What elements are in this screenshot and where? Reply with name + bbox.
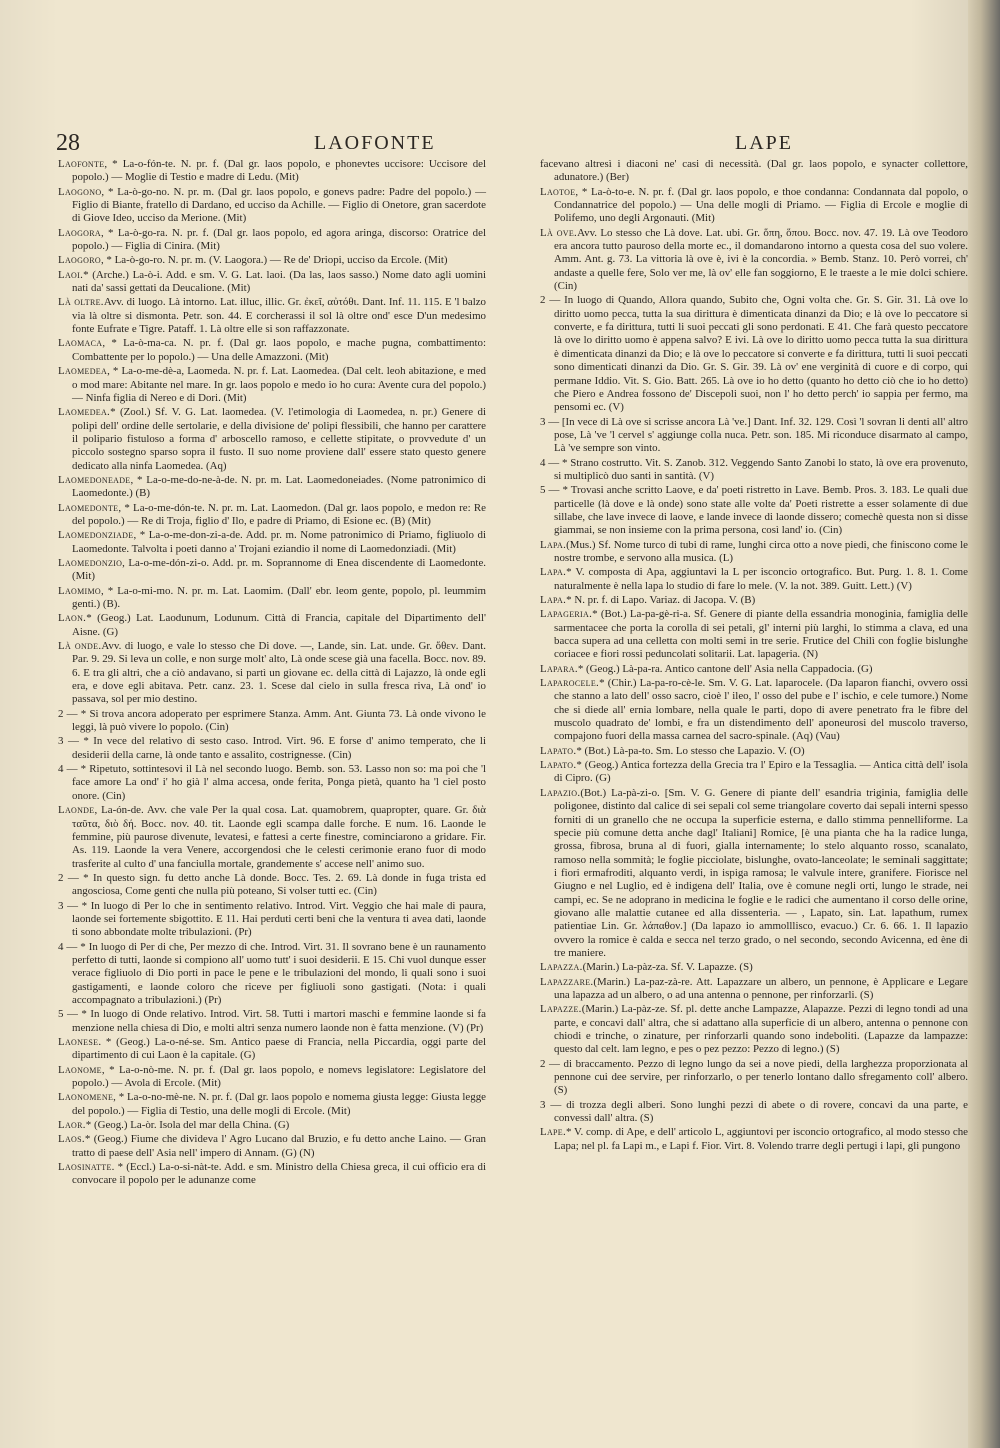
entry-text: 4 — * Strano costrutto. Vit. S. Zanob. 312. Veggendo Santo Zanobi lo stato, là ove era provenuto, si multiplicò duo santi in santità. (V) — [540, 456, 968, 482]
entry-headword: Lapazzare. — [540, 975, 594, 988]
entry-headword: Laosinatte — [58, 1161, 112, 1174]
entry-text: * (Geog.) Lat. Laodunum, Lodunum. Città di Francia, capitale del Dipartimento dell' Aisne. (G) — [72, 612, 486, 638]
entry-text: Avv. di luogo, e vale lo stesso che Di dove. —, Lande, sin. Lat. unde. Gr. ὅθεν. Dant. Par. 9. 29. Si leva un colle, e non surge molt' alto, Là onde scese già una facella. Bocc. nov. 89. 6. E tra gli altri, che a ciò andavano, si partì un giovane ec. della città di Lajazzo, là onde egli era, e dove egli abitava. Petr. canz. 23. 1. Scese dal cielo in sulla fresca riva, Là ond' io passava, sol per mio destino. — [72, 640, 486, 706]
entry-text: * (Geog.) Antica fortezza della Grecia tra l' Epiro e la Tessaglia. — Antica città dell' isola di Cipro. (G) — [554, 759, 968, 785]
entry-text: 5 — * In luogo di Onde relativo. Introd. Virt. 58. Tutti i martori maschi e femmine laonde si fa menzione nella chiesa di Dio, e molti altri senza numero laonde non è fatta menzione. (V) (Pr) — [58, 1008, 486, 1034]
dictionary-entry — [540, 227, 968, 294]
dictionary-entry — [58, 708, 486, 735]
dictionary-entry — [540, 745, 968, 758]
entry-text: 2 — * In questo sign. fu detto anche Là donde. Bocc. Tes. 2. 69. Là donde in fuga trista ed angosciosa, Come genti che nulla più poteano, Si volser tutti ec. (Cin) — [58, 871, 486, 898]
dictionary-entry — [58, 474, 486, 501]
dictionary-entry — [58, 365, 486, 405]
entry-headword: Lapato. — [540, 759, 577, 772]
dictionary-entry — [540, 158, 968, 185]
entry-text: , La-o-me-dón-zi-o. Add. pr. m. Soprannome di Enea discendente di Laomedonte. (Mit) — [72, 556, 486, 583]
entry-text: (Marin.) La-paz-zà-re. Att. Lapazzare un albero, un pennone, è Applicare e Legare una lapazza ad un albero, o ad una antenna o pennone, per rinforzarli. (S) — [554, 975, 968, 1001]
entry-headword: Laogoro — [58, 254, 101, 267]
right-column-heading: LAPE — [735, 132, 793, 154]
entry-text: , * La-o-me-dón-te. N. pr. m. Lat. Laomedon. (Dal gr. laos popolo, e medon re: Re del popolo.) — Re di Troja, figlio d' Ilo, e padre di Priamo, di Esione ec. (B) (Mit) — [72, 501, 486, 527]
entry-text: (Mus.) Sf. Nome turco di tubi di rame, lunghi circa otto a nove piedi, che finiscono come le nostre trombe, e servono alla musica. (L) — [554, 538, 968, 564]
dictionary-entry — [58, 254, 486, 267]
entry-text: * V. comp. di Ape, e dell' articolo L, aggiuntovi per isconcio ortografico, al modo stesso che Lapa; nel pl. fa Lapi m., e Lapi f. Fior. Virt. 8. Volendo trarre degli pertugi i lapi, gli pungono — [554, 1126, 968, 1152]
entry-text: 5 — * Trovasi anche scritto Laove, e da' poeti ristretto in Lave. Bemb. Pros. 3. 183. Le quali due particelle (là dove e là onde) sono state alle volte da' Poeti ristrette a esser solamente di due sillabe, che lave invece di laove, e lande invece di laonde dissero; comechè questa non si disse giammai, se non insieme con la prima persona, così land' io. (Cin) — [540, 484, 968, 537]
entry-text: . * (Eccl.) La-o-si-nàt-te. Add. e sm. Ministro della Chiesa greca, il cui officio era di convocare il popolo per le adunanze come — [72, 1161, 486, 1187]
dictionary-entry — [58, 529, 486, 556]
entry-headword: Lapara. — [540, 662, 578, 675]
entry-headword: Lapageria. — [540, 608, 593, 621]
entry-text: * (Chir.) La-pa-ro-cè-le. Sm. V. G. Lat. laparocele. (Da laparon fianchi, ovvero ossi che stanno a lato dell' osso sacro, cioè l' ileo, l' osso del pube e l' ischio, e cele tumore.) Nome che si diede all' ernia lombare, nella quale le parti, dopo di avere penetrato fra le fibre del muscolo quadrato de' lombi, e fra un distendimento dell' aponeurosi del muscolo traverso, compajono fuori della massa carnea del sacro-spinale. (Aq) (Vau) — [554, 677, 968, 743]
dictionary-entry — [540, 1126, 968, 1153]
entry-headword: Là oltre. — [58, 296, 104, 309]
dictionary-entry — [58, 900, 486, 940]
entry-headword: Lapazio. — [540, 786, 581, 799]
dictionary-entry — [540, 759, 968, 786]
dictionary-entry — [58, 227, 486, 254]
dictionary-entry — [540, 787, 968, 960]
dictionary-entry — [58, 1119, 486, 1132]
entry-headword: Lape. — [540, 1126, 566, 1139]
dictionary-entry — [58, 296, 486, 336]
entry-text: , * La-ò-go-no. N. pr. m. (Dal gr. laos popolo, e gonevs padre: Padre del popolo.) — Figlio di Biante, fratello di Dardano, ed ucciso da Achille. — Figlio di Onetore, gran sacerdote di Giove Ideo, ucciso da Merione. (Mit) — [72, 185, 486, 225]
entry-text: 3 — di trozza degli alberi. Sono lunghi pezzi di abete o di rovere, concavi da una parte, e convessi dall' altra. (S) — [540, 1098, 968, 1125]
dictionary-entry — [58, 763, 486, 803]
dictionary-entry — [540, 1058, 968, 1098]
dictionary-entry — [58, 872, 486, 899]
dictionary-entry — [540, 186, 968, 226]
entry-text: 2 — * Si trova ancora adoperato per esprimere Stanza. Amm. Ant. Giunta 73. Là onde vivono le leggi, là può vivere lo popolo. (Cin) — [58, 707, 486, 734]
dictionary-entry — [58, 1091, 486, 1118]
entry-text: . * (Geog.) La-o-né-se. Sm. Antico paese di Francia, nella Piccardia, oggi parte del dipartimento di cui Laon è la capitale. (G) — [72, 1036, 486, 1062]
entry-headword: Laomedonziade — [58, 529, 134, 542]
entry-text: , * La-ò-go-ro. N. pr. m. (V. Laogora.) — Re de' Driopi, ucciso da Ercole. (Mit) — [100, 254, 448, 267]
entry-text: 3 — [In vece di Là ove si scrisse ancora Là 've.] Dant. Inf. 32. 129. Così 'l sovran li denti all' altro pose, Là 've 'l cervel s' aggiunge colla nuca. Petr. son. 185. Mi riconduce disarmato al campo, Là 've sempre son vinto. — [540, 415, 968, 455]
entry-text: , * La-ò-ma-ca. N. pr. f. (Dal gr. laos popolo, e mache pugna, combattimento: Combattente per lo popolo.) — Una delle Amazzoni. (Mit) — [72, 337, 486, 363]
dictionary-entry — [58, 1161, 486, 1188]
entry-text: , * La-ò-to-e. N. pr. f. (Dal gr. laos popolo, e thoe condanna: Condannata dal popolo, o Condannatrice del popolo.) — Una delle mogli di Priamo. — Figlia di Ercole e moglie di Polifemo, uno degli Argonauti. (Mit) — [554, 185, 968, 225]
dictionary-entry — [58, 585, 486, 612]
dictionary-entry — [58, 640, 486, 707]
entry-text: (Marin.) La-pàz-za. Sf. V. Lapazze. (S) — [582, 961, 753, 974]
entry-headword: Laon. — [58, 612, 87, 625]
entry-headword: Laomedoneade — [58, 473, 131, 486]
dictionary-entry — [58, 502, 486, 529]
dictionary-entry — [58, 406, 486, 473]
dictionary-entry — [58, 1008, 486, 1035]
entry-headword: Laomaca — [58, 337, 103, 350]
entry-text: * (Geog.) Là-pa-ra. Antico cantone dell' Asia nella Cappadocia. (G) — [577, 662, 873, 675]
entry-text: , * La-o-me-don-zi-a-de. Add. pr. m. Nome patronimico di Priamo, figliuolo di Laomedonte. Talvolta i poeti danno a' Trojani eziandio il nome di Laomedonziadi. (Mit) — [72, 529, 486, 555]
dictionary-entry — [540, 1003, 968, 1056]
entry-text: , * La-ò-go-ra. N. pr. f. (Dal gr. laos popolo, ed agora aringa, discorso: Oratrice del popolo.) — Figlia di Cinira. (Mit) — [72, 226, 486, 253]
dictionary-entry — [540, 566, 968, 593]
dictionary-entry — [58, 735, 486, 762]
dictionary-entry — [540, 1099, 968, 1126]
entry-text: 4 — * In luogo di Per di che, Per mezzo di che. Introd. Virt. 31. Il sovrano bene è un raunamento perfetto di tutti, laonde si compiono all' uomo tutt' i suoi desiderii. E 15. Chi vuol dunque esser verace figliuolo di Dio porti in pace le pene e le tribulazioni del mondo, li quali sono i suoi gastigamenti, e laonde coloro che riceve per figliuoli sono gastigati. (Nota: i quali accompagnato a tribulazioni.) (Pr) — [58, 940, 486, 1006]
dictionary-entry — [540, 457, 968, 484]
entry-text: * V. composta di Apa, aggiuntavi la L per isconcio ortografico. But. Purg. 1. 8. 1. Come naturalmente è nella lapa lo studio di fare lo mele. (V. la not. 389. Guitt. Lett.) (V) — [554, 566, 968, 592]
entry-headword: Lapa. — [540, 566, 567, 579]
page-number: 28 — [56, 130, 80, 156]
left-column-heading: LAOFONTE — [314, 132, 436, 154]
entry-headword: Laomedonzio — [58, 556, 123, 569]
entry-text: , * La-o-no-mè-ne. N. pr. f. (Dal gr. laos popolo e nomema giusta legge: Giusta legge del popolo.) — Figlia di Testio, una delle mogli di Ercole. (Mit) — [72, 1091, 486, 1117]
entry-headword: Lapazza. — [540, 961, 583, 974]
dictionary-entry — [58, 269, 486, 296]
dictionary-entry — [58, 612, 486, 639]
entry-text: 2 — di braccamento. Pezzo di legno lungo da sei a nove piedi, della larghezza proporzionata al pennone cui dee servire, per rinforzarlo, o per tenerlo lontano dallo sfregamento coll' albero. (S) — [540, 1057, 968, 1097]
dictionary-entry — [540, 594, 968, 607]
entry-headword: Laofonte — [58, 158, 105, 170]
dictionary-entry — [540, 294, 968, 414]
entry-headword: Laos. — [58, 1133, 85, 1146]
dictionary-entry — [58, 158, 486, 185]
entry-text: Avv. Lo stesso che Là dove. Lat. ubi. Gr. ὅπη, ὅπου. Bocc. nov. 47. 19. Là ove Teodoro era ancora tutto pauroso della morte ec., il domandarono intorno a questa cosa del suo volere. Amm. Ant. g. 73. La vittoria là ove è, ivi è la concordia. » Bemb. Stanz. 10. Però vorrei, ch' andaste a quelle fere, Solo ver me, là ov' elle fan soggiorno, E le traeste a le mie dolci schiere. (Cin) — [554, 226, 968, 293]
entry-text: * N. pr. f. di Lapo. Variaz. di Jacopa. V. (B) — [566, 594, 756, 606]
entry-headword: Laomedea — [58, 365, 108, 378]
dictionary-entry — [58, 1036, 486, 1063]
entry-headword: Laonomene — [58, 1091, 114, 1104]
entry-headword: Laogora — [58, 226, 101, 239]
entry-headword: Laonde — [58, 804, 95, 817]
dictionary-entry — [58, 804, 486, 871]
entry-text: , * La-o-nò-me. N. pr. f. (Dal gr. laos popolo, e nomevs legislatore: Legislatore del popolo.) — Avola di Ercole. (Mit) — [72, 1063, 486, 1090]
dictionary-entry — [58, 1133, 486, 1160]
entry-headword: Laogono — [58, 185, 102, 198]
book-page-edge — [968, 0, 1000, 1448]
dictionary-entry — [58, 941, 486, 1008]
dictionary-entry — [58, 557, 486, 584]
entry-headword: Lapa. — [540, 538, 567, 551]
dictionary-entry — [540, 539, 968, 566]
dictionary-entry — [58, 1064, 486, 1091]
right-column — [540, 158, 968, 1154]
entry-text: , * La-o-fón-te. N. pr. f. (Dal gr. laos popolo, e phonevtes uccisore: Uccisore del popolo.) — Moglie di Testio e madre di Ledu. (Mit) — [72, 158, 486, 184]
entry-text: * (Arche.) La-ò-i. Add. e sm. V. G. Lat. laoi. (Da las, laos sasso.) Nome dato agli uomini nati da' sassi gettati da Deucalione. (Mit) — [72, 268, 486, 295]
entry-headword: Laotoe — [540, 185, 576, 198]
entry-text: , La-ón-de. Avv. che vale Per la qual cosa. Lat. quamobrem, quapropter, quare. Gr. διὰ ταῦτα, διὸ δή. Bocc. nov. 40. tit. Laonde egli scampa dalle forche. E num. 16. Laonde le femmine, più paurose divenute, levatesi, e fattesi a certe finestre, cominciarono a gridare. Fir. As. 119. Laonde la vera Venere, accorgendosi che le celesti cerimonie erano fuor di modo trasferite al culto d' una fanciulla mortale, grandemente s' accese nell' animo suo. — [72, 804, 486, 870]
dictionary-entry — [540, 677, 968, 744]
entry-text: * (Zool.) Sf. V. G. Lat. laomedea. (V. l'etimologia di Laomedea, n. pr.) Genere di polipi dell' ordine delle sertolarie, e della divisione de' polipi flessibili, che hanno per carattere il polipario fistuloso a forma d' arboscello ramoso, e cellette stipitate, o provvedute d' un piccolo sostegno sparso sopra il fusto. Il suo nome proviene dall' essere stato questo genere dedicato alla ninfa Laomedea. (Aq) — [72, 406, 486, 472]
dictionary-entry — [540, 976, 968, 1003]
entry-headword: Là onde. — [58, 640, 102, 653]
entry-headword: Laoi. — [58, 268, 84, 281]
dictionary-entry — [540, 416, 968, 456]
entry-headword: Lapato. — [540, 744, 577, 757]
entry-headword: Laonese — [58, 1036, 99, 1048]
entry-headword: Laparocele. — [540, 677, 600, 690]
entry-text: * (Geog.) Fiume che divideva l' Agro Lucano dal Bruzio, e fu detto anche Laino. — Gran tratto di paese dell' Asia nell' impero di Annam. (G) (N) — [72, 1133, 486, 1159]
entry-headword: Laomedonte — [58, 501, 119, 514]
entry-text: 3 — * In vece del relativo di sesto caso. Introd. Virt. 96. E forse d' animo temperato, che li desiderii della carne, là onde tanto e assalito, costrignesse. (Cin) — [58, 735, 486, 761]
dictionary-entry — [540, 663, 968, 676]
entry-text: 2 — In luogo di Quando, Allora quando, Subito che, Ogni volta che. Gr. S. Gir. 31. Là ove lo diritto uomo pecca, tutta la sua dirittura è dimenticata dinanzi da Dio; e là ove lo peccatore si converte, e fa dirittura, tutti li suoi peccati gli sono perdonati. E 41. Che farà questo peccatore là ove lo diritto uomo è appena salvo? E ivi. Là ove lo diritto uomo pecca tutta la sua dirittura è dimenticata dinanzi da Dio; e là ove lo peccatore si converte e fa dirittura, tutti li suoi peccati sono dimenticati dinanzi da Dio. Gr. S. Gir. 39. Là ov' ene verginità di cuore e di corpo, qui permane Iddio. Vit. S. Gio. Batt. 265. Là ove io ho detto (quanto ho detto ciò che io ho detto) che Piero e Andrea fossono de' Discepoli suoi, non l' ho detto perch' io sappia per fermo, ma pensomi ec. (V) — [540, 294, 968, 414]
entry-headword: Lapazze. — [540, 1003, 582, 1016]
entry-text: (Marin.) La-pàz-ze. Sf. pl. dette anche Lampazze, Alapazze. Pezzi di legno tondi ad una parte, e concavi dall' altra, che si adattano alla superficie di un albero, antenna o pennone con chiodi e trinche, o zinature, per rinforzarli quando sono indeboliti. (Lapazze da lampazze: questo dal celt. lam legno, e pes o pez pezzo: Pezzo di legno.) (S) — [554, 1003, 968, 1056]
entry-headword: Laomedea. — [58, 406, 111, 419]
running-head — [0, 130, 968, 160]
entry-headword: Lapa. — [540, 594, 567, 606]
entry-headword: Laomimo — [58, 584, 101, 597]
dictionary-entry — [58, 337, 486, 364]
entry-headword: Laonome — [58, 1063, 102, 1076]
dictionary-entry — [540, 484, 968, 537]
dictionary-entry — [58, 186, 486, 226]
entry-text: , * La-o-mi-mo. N. pr. m. Lat. Laomim. (Dall' ebr. leom gente, popolo, pl. leummim genti.) (B). — [72, 584, 486, 610]
entry-text: Avv. di luogo. Là intorno. Lat. illuc, illic. Gr. ἐκεῖ, αὐτόθι. Dant. Inf. 11. 115. E 'l balzo via là oltre si dismonta. Petr. son. 44. E corcherassi il sol là oltre ond' esce D'un medesimo fonte Eufrate e Tigre. Pataff. 1. Là oltre elle si son raffazzonate. — [72, 296, 486, 336]
entry-text: * (Bot.) La-pa-gè-ri-a. Sf. Genere di piante della essandria monoginia, famiglia delle sarmentacee che porta la corolla di sei petali, gl' interni più larghi, lo stimma a clava, ed una bacca supera ad una celletta con molti semi in tre serie. Frutice del Chilì con foglie bislunghe coriacee e fiori rossi peduncolati solitarii. Lat. lapageria. (N) — [554, 608, 968, 661]
left-column — [58, 158, 486, 1189]
entry-text: * (Geog.) La-òr. Isola del mar della China. (G) — [85, 1119, 290, 1132]
dictionary-entry — [540, 608, 968, 661]
entry-text: (Bot.) La-pà-zi-o. [Sm. V. G. Genere di piante dell' esandria triginia, famiglia delle poligonee, distinto dal calice di sei sepali col seme triangolare coverto dai sepali interni spesso forniti di un granello che ne occupa la superficie esterna, e dallo stimma pennelliforme. La specie più comune detta anche dagl' Italiani] Romice, [è una pianta che ha la radice lunga, grossa, fibrosa, bruna al di fuori, gialla internamente; lo stelo alquanto rosso, scanalato, ramoso nella sommità; le foglie picciolate, bislunghe, ovato-lanceolate; le seminali saggittate; i fiori ermafroditi, alquanto verdi, in ispiga ramosa; le valvule intere, granifere. Fiorisce nel Giugno e nel Luglio, ed è indigena dell' Italia, ove è comune negli orti, lungo le strade, nei campi, ec. Se ne adoprano in medicina le foglie e le radici che aumentano il corso delle orine, giovano alle malattie cutanee ed alla dissenteria. — , Lapato, sin. Lat. lapathum, rumex patientiae Lin. Gr. λάπαθον.] (Da lapazo io ammolllisco, evacuo.) Cr. 6. 66. 1. Il lapazio ovvero la romice è calda e secca nel terzo grado, o nel secondo, secondo Avicenna, ed ène di tre maniere. — [554, 786, 968, 959]
entry-text: 3 — * In luogo di Per lo che in sentimento relativo. Introd. Virt. Veggio che hai male di paura, laonde sei fortemente sbigottito. E 11. Hai perduti certi beni che la ventura ti avea dati, laonde ti sono abbondate molte tribulazioni. (Pr) — [58, 899, 486, 939]
entry-text: 4 — * Ripetuto, sottintesovi il Là nel secondo luogo. Bemb. son. 53. Lasso non so: ma poi che 'l face amore La ond' i' ho già l' alma accesa, onde ferita, Ponga pietà, quanto ha 'l ciel posto onore. (Cin) — [58, 763, 486, 802]
entry-text: facevano altresì i diaconi ne' casi di necessità. (Dal gr. laos popolo, e synacter collettore, adunatore.) (Ber) — [540, 158, 968, 184]
entry-text: , * La-o-me-do-ne-à-de. N. pr. m. Lat. Laomedoneiades. (Nome patronimico di Laomedonte.) (B) — [72, 473, 486, 500]
entry-text: * (Bot.) Là-pa-to. Sm. Lo stesso che Lapazio. V. (O) — [576, 744, 805, 757]
dictionary-entry — [540, 961, 968, 974]
entry-headword: Laor. — [58, 1119, 86, 1132]
entry-headword: Là ove. — [540, 226, 578, 239]
entry-text: , * La-o-me-dè-a, Laomeda. N. pr. f. Lat. Laomedea. (Dal celt. leoh abitazione, e med o mod mare: Abitante nel mare. In gr. laos popolo e medo io ho cura: Avente cura del popolo.) — Ninfa figlia di Nereo e di Dori. (Mit) — [72, 365, 486, 404]
